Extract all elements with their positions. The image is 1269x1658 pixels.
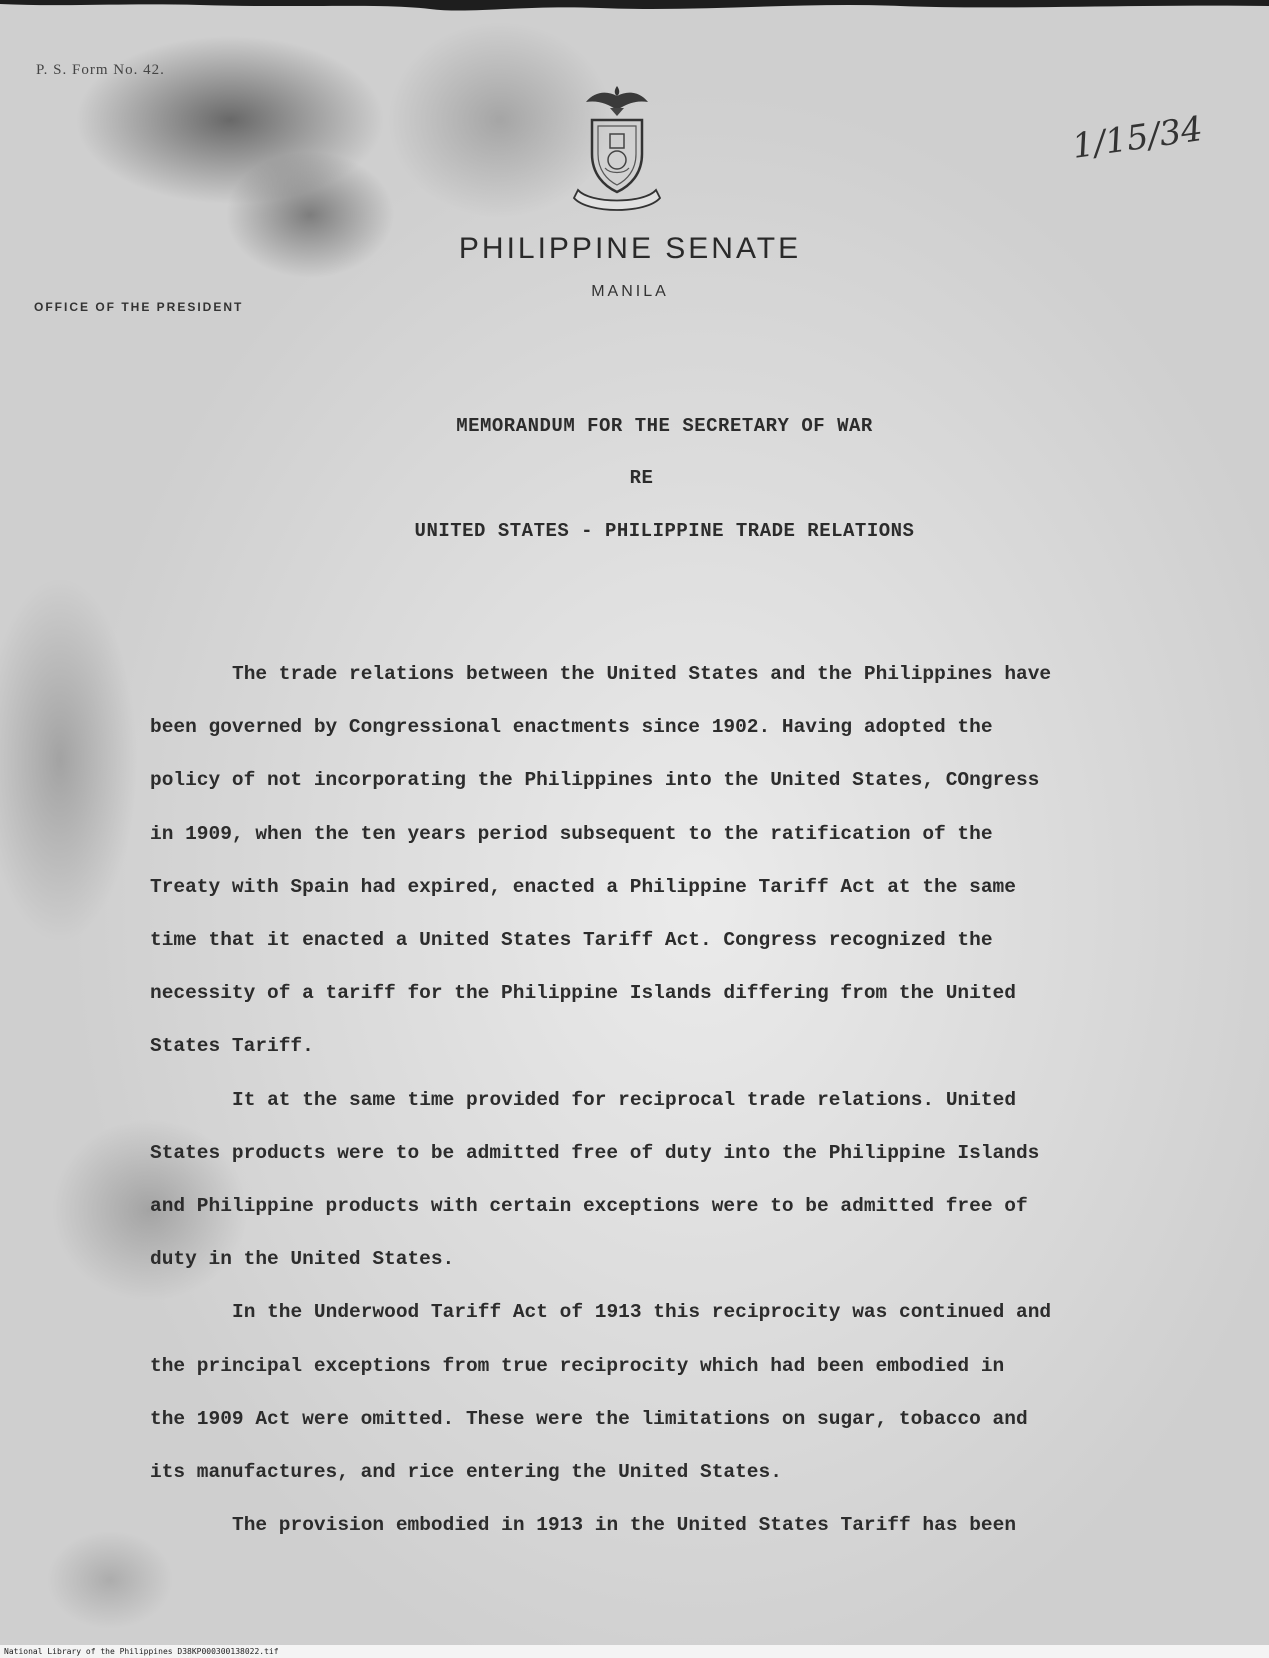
- text-line: States Tariff.: [150, 1035, 314, 1058]
- memo-re: RE: [629, 467, 654, 489]
- memo-title: MEMORANDUM FOR THE SECRETARY OF WAR: [456, 415, 873, 437]
- text-line: The trade relations between the United States and the Philippines have: [232, 663, 1052, 685]
- archive-caption: National Library of the Philippines D38KP000300138022.tif: [0, 1645, 1269, 1658]
- memo-subject: UNITED STATES - PHILIPPINE TRADE RELATIONS: [414, 520, 915, 542]
- text-line: States products were to be admitted free of duty into the Philippine Islands: [150, 1141, 1040, 1164]
- paragraph-3: [150, 1286, 1200, 1499]
- text-line: The provision embodied in 1913 in the United States Tariff has been: [232, 1514, 1017, 1537]
- text-line: It at the same time provided for reciprocal trade relations. United: [232, 1088, 1017, 1111]
- senate-seal-icon: [570, 82, 665, 217]
- text-line: the 1909 Act were omitted. These were the limitations on sugar, tobacco and: [150, 1407, 1028, 1430]
- memo-body: [150, 648, 1200, 1552]
- text-line: necessity of a tariff for the Philippine Islands differing from the United: [150, 982, 1016, 1005]
- text-line: the principal exceptions from true reciprocity which had been embodied in: [150, 1354, 1005, 1377]
- text-line: In the Underwood Tariff Act of 1913 this reciprocity was continued and: [232, 1301, 1052, 1324]
- form-number: P. S. Form No. 42.: [36, 62, 165, 78]
- handwritten-date: 1/15/34: [1069, 109, 1206, 167]
- text-line: its manufactures, and rice entering the United States.: [150, 1461, 782, 1484]
- paragraph-4: [150, 1499, 1200, 1552]
- text-line: time that it enacted a United States Tariff Act. Congress recognized the: [150, 929, 993, 952]
- text-line: duty in the United States.: [150, 1248, 455, 1271]
- text-line: Treaty with Spain had expired, enacted a Philippine Tariff Act at the same: [150, 875, 1016, 898]
- text-line: and Philippine products with certain exceptions were to be admitted free of: [150, 1195, 1028, 1218]
- office-label: OFFICE OF THE PRESIDENT: [34, 300, 244, 314]
- city-name: MANILA: [591, 283, 669, 300]
- torn-edge: [0, 0, 1269, 30]
- institution-name: PHILIPPINE SENATE: [458, 232, 802, 265]
- text-line: policy of not incorporating the Philippines into the United States, COngress: [150, 769, 1040, 792]
- text-line: in 1909, when the ten years period subsequent to the ratification of the: [150, 822, 993, 845]
- paragraph-2: [150, 1074, 1200, 1287]
- text-line: been governed by Congressional enactments since 1902. Having adopted the: [150, 716, 993, 739]
- paragraph-1: [150, 648, 1200, 1074]
